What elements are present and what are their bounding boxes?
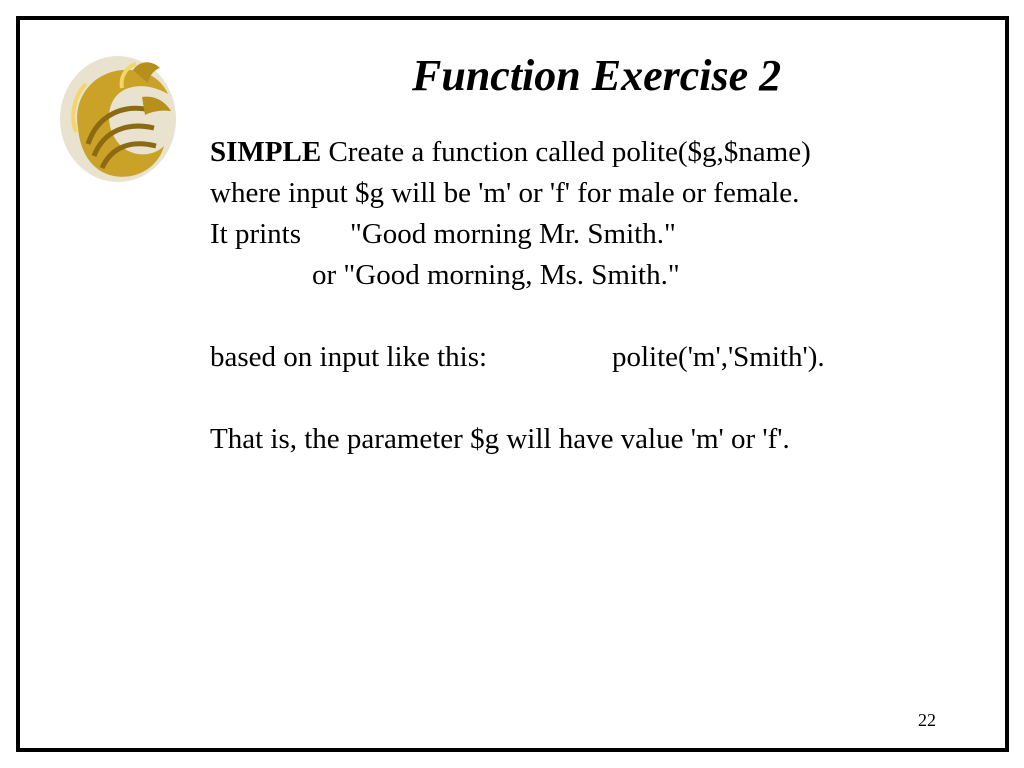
instruction-line-2: where input $g will be 'm' or 'f' for male or female. [210, 177, 800, 209]
ms-greeting: or "Good morning, Ms. Smith." [312, 259, 680, 291]
instruction-line-4 [210, 255, 970, 296]
instruction-line-1 [210, 132, 970, 173]
instruction-line-5 [210, 337, 970, 378]
function-description: Create a function called polite($g,$name) [321, 136, 811, 168]
difficulty-label: SIMPLE [210, 136, 322, 168]
instruction-line-3 [210, 214, 970, 255]
paragraph-spacer-2 [210, 378, 970, 419]
parameter-explanation: That is, the parameter $g will have value 'm' or 'f'. [210, 423, 790, 455]
paragraph-spacer-1 [210, 296, 970, 337]
page-number: 22 [918, 710, 936, 730]
slide-title: Function Exercise 2 [412, 51, 782, 100]
prints-label: It prints [210, 218, 302, 250]
exercise-body [210, 132, 970, 460]
input-example-label: based on input like this: [210, 341, 488, 373]
pegasus-logo-icon [54, 52, 182, 186]
function-call-example: polite('m','Smith'). [612, 341, 825, 373]
slide-frame [16, 16, 1009, 752]
mr-greeting: "Good morning Mr. Smith." [350, 218, 676, 250]
